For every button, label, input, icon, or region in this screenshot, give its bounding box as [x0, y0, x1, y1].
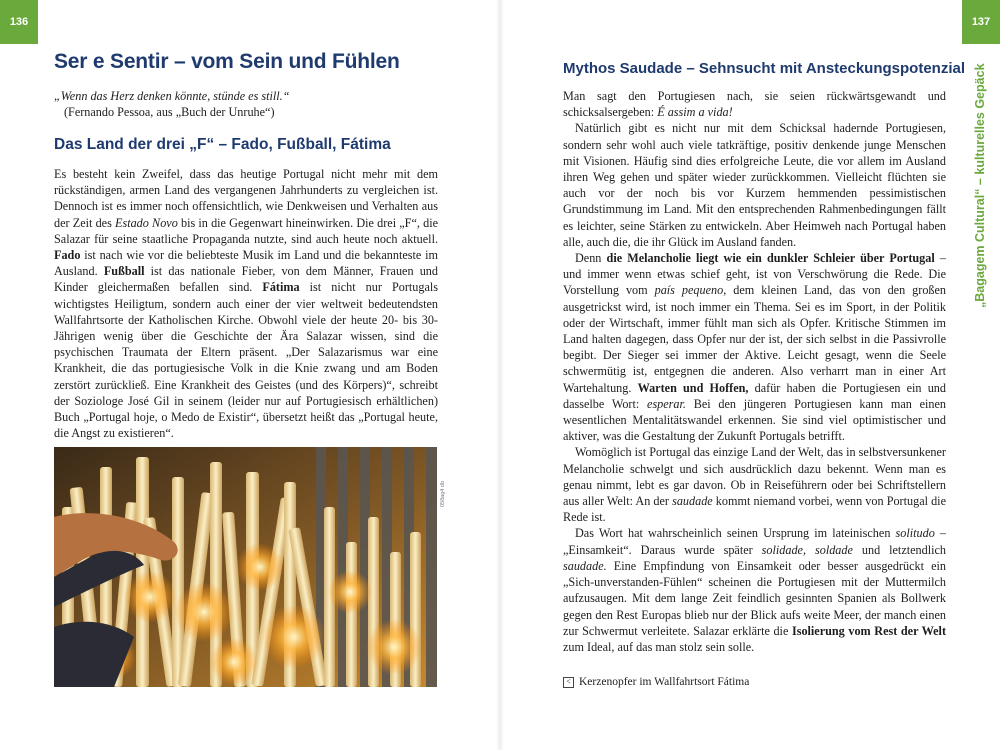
body-span: bis in die Gegenwart hineinwirken. Die drei „F“, die Salazar für seine staatliche Propaganda nutzte, sind auch heute noch aktuell. [54, 215, 438, 246]
body-span: Es besteht kein Zweifel, dass das heutige Portugal nicht mehr mit dem rückständigen, armen Land des vergangenen Jahrhunderts zu vergleichen ist. Dennoch ist es immer noch offensichtlich, wie Denkweisen und Verhalten aus der Zeit des [54, 167, 438, 230]
body-bold: Fátima [262, 280, 300, 295]
body-italic: saudade. [563, 558, 607, 573]
photo-caption [563, 676, 749, 688]
caption-arrow-icon: < [563, 677, 574, 688]
body-span: und letztendlich [852, 542, 946, 557]
right-section-title: Mythos Saudade – Sehnsucht mit Ansteckungspotenzial [563, 60, 966, 77]
side-tab-title: „Bagagem Cultural“ – kulturelles Gepäck [973, 63, 987, 308]
body-span: Womöglich ist Portugal das einzige Land der Welt, das in selbstversunkener Melancholie schwelgt und sich ausdrücklich dazu bekennt. Wenn man es genau nimmt, lebt es gar davon. Ob in Reiseführern oder bei Schriftstellern aus aller Welt: An der [563, 445, 946, 509]
paragraph [563, 120, 946, 250]
candles-illustration [54, 447, 437, 687]
body-span: Denn [575, 251, 607, 266]
body-bold: die Melancholie liegt wie ein dunkler Schleier über Portugal [606, 251, 935, 266]
left-page-number: 136 [0, 0, 38, 44]
body-span: kommt niemand vorbei, wenn von Portugal die Rede ist. [563, 494, 946, 525]
body-span: Eine Empfindung von Einsamkeit oder besser ausgedrückt ein „Sich-unverstanden-Fühlen“ scheinen die Portugiesen mit der Muttermilch aufzusaugen. Mit dem lange Zeit feindlich gesinnten Spanien als Bollwerk gegen den Rest Europas blieb nur der Blick aufs weite Meer, der manch einen zur Schwermut verleitete. Salazar erklärte die [563, 558, 946, 638]
paragraph [563, 444, 946, 525]
body-span: Das Wort hat wahrscheinlich seinen Ursprung im lateinischen [575, 526, 896, 541]
body-italic: esperar. [647, 396, 686, 411]
body-span: Man sagt den Portugiesen nach, sie seien rückwärtsgewandt und schicksalsergeben: [563, 89, 946, 120]
spread-fold [496, 0, 504, 750]
left-body-text [54, 166, 438, 441]
body-bold: Warten und Hoffen, [637, 380, 749, 395]
body-italic: solidade, soldade [761, 542, 853, 557]
body-italic: saudade [672, 494, 713, 509]
body-bold: Fado [54, 248, 81, 263]
body-span: – „Einsamkeit“. Daraus wurde später [563, 526, 946, 557]
body-bold: Isolierung vom Rest der Welt [791, 623, 947, 638]
section-title: Das Land der drei „F“ – Fado, Fußball, Fátima [54, 136, 391, 153]
paragraph [563, 250, 946, 444]
right-body-text [563, 88, 946, 655]
photo-credit: 058ag4 db [440, 481, 446, 507]
body-italic: Estado Novo [115, 215, 178, 230]
body-span: ist das nationale Fieber, von dem Männer, Frauen und Kinder gleichermaßen befallen sind. [54, 264, 438, 295]
body-span: , dem kleinen Land, das von den großen ausgetrickst wird, ist noch immer ein Thema. Sei es im Sport, in der Politik oder der Wirtschaft, immer fühlt man sich als Opfer. Kritische Stimmen im Land halten dagegen, dass Opfer nur der ist, der sich selbst in die Passivrolle begibt. Der Sieger sei immer der Aktive. Leicht gesagt, wenn die Seele schwermütig ist, entgegnen die anderen. Also verharrt man in einer Art Wartehaltung. [563, 283, 947, 395]
body-italic: É assim a vida! [657, 105, 733, 120]
body-span: zum Ideal, auf das man stolz sein solle. [563, 639, 755, 654]
paragraph [563, 88, 946, 120]
epigraph [54, 88, 438, 120]
body-italic: país pequeno [654, 283, 724, 298]
epigraph-source: (Fernando Pessoa, aus „Buch der Unruhe“) [64, 105, 275, 119]
body-italic: solitudo [895, 526, 935, 541]
body-span: ist nicht nur Portugals wichtigstes Heiligtum, sondern auch einer der vier weltweit bedeutendsten Wallfahrtsorte der Katholischen Kirche. Obwohl viele der heute 20- bis 30-Jährigen wenig über die Geschichte der Ära Salazar wissen, sind die psychischen Traumata der Eltern präsent. „Der Salazarismus war eine Krankheit, die das portugiesische Volk in die Knie zwang und am Boden zerstört zurückließ. Eine Krankheit des Geistes (und des Körpers)“, schreibt der Soziologe José Gil in seinem (leider nur auf Portugiesisch erhältlichen) Buch „Portugal hoje, o Medo de Existir“, übersetzt heißt das „Portugal heute, die Angst zu existieren“. [54, 280, 438, 441]
right-page-number: 137 [962, 0, 1000, 44]
body-span: Bei den jüngeren Portugiesen kann man einen wesentlichen Mentalitätswandel erkennen. Sie sind viel optimistischer und aktiver, was die Gestaltung der Zukunft Portugals betrifft. [563, 396, 946, 444]
body-span: Natürlich gibt es nicht nur mit dem Schicksal hadernde Portugiesen, sondern sehr wohl auch viele tatkräftige, positiv denkende junge Menschen mit Visionen. Häufig sind dies erfolgreiche Leute, die vor allem im Ausland ihren Weg gehen und später wieder zurückkommen. Vielleicht flüchten sie auch vor der noch bis vor Kurzem hemmenden pessimistischen Grundstimmung im Land. Mit den entsprechenden Rahmenbedingungen fällt es leichter, seine Stärken zu entwickeln. Aber Heimweh nach Portugal haben alle, auch die, die ihr Glück im Ausland fanden. [563, 121, 946, 249]
body-span: ist nach wie vor die beliebteste Musik im Land und die bekannteste im Ausland. [54, 248, 438, 279]
body-bold: Fußball [103, 264, 145, 279]
body-span: dafür haben die Portugiesen ein und dasselbe Wort: [563, 380, 946, 411]
epigraph-quote: „Wenn das Herz denken könnte, stünde es still.“ [54, 89, 290, 103]
candles-photo [54, 447, 437, 687]
body-span: – und immer wenn etwas schief geht, ist von Verschwörung die Rede. Die Vorstellung vom [563, 251, 947, 298]
paragraph [563, 525, 946, 655]
chapter-title: Ser e Sentir – vom Sein und Fühlen [54, 50, 400, 73]
caption-text: Kerzenopfer im Wallfahrtsort Fátima [579, 676, 750, 688]
